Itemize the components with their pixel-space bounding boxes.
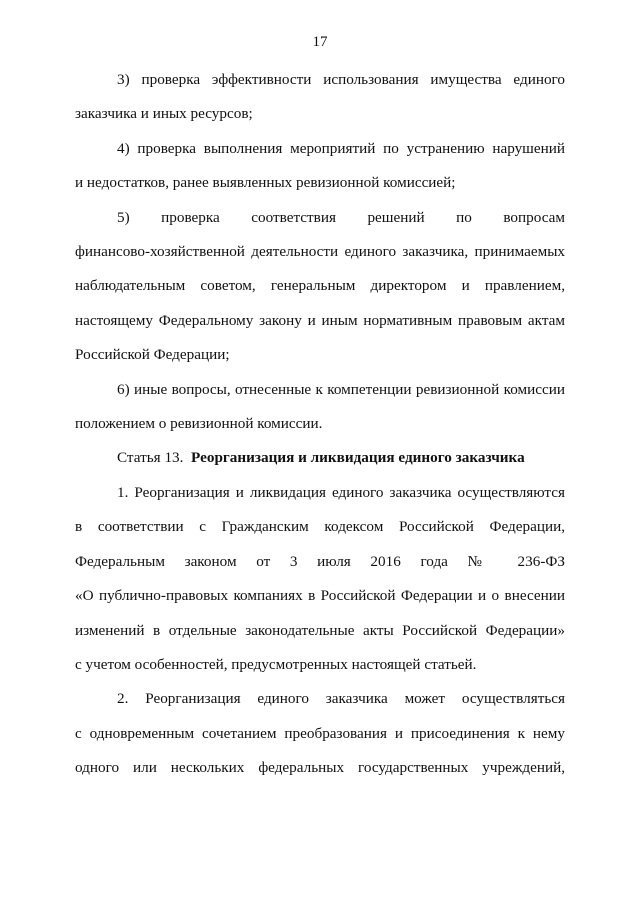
text-line: 2. Реорганизация единого заказчика может осуществляться — [117, 690, 565, 708]
text-line: 1. Реорганизация и ликвидация единого заказчика осуществляются — [117, 484, 565, 501]
text-line: положением о ревизионной комиссии. — [75, 414, 323, 432]
text-line: Российской Федерации; — [75, 346, 230, 364]
text-line: настоящему Федеральному закону и иным нормативным правовым актам — [75, 311, 565, 329]
article-title: Реорганизация и ликвидация единого заказчика — [191, 449, 525, 467]
article-heading — [75, 441, 565, 475]
text-line: 5) проверка соответствия решений по вопросам — [117, 208, 565, 226]
text-line: наблюдательным советом, генеральным директором и правлением, — [75, 277, 565, 295]
article-label: Статья 13. — [117, 449, 184, 467]
text-line: с одновременным сочетанием преобразования и присоединения к нему — [75, 724, 565, 742]
text-line: 3) проверка эффективности использования имущества единого — [117, 71, 565, 88]
text-line: в соответствии с Гражданским кодексом Российской Федерации, — [75, 518, 565, 536]
text-line: 4) проверка выполнения мероприятий по устранению нарушений — [117, 139, 565, 157]
text-line: изменений в отдельные законодательные акты Российской Федерации» — [75, 621, 565, 639]
page-number: 17 — [312, 34, 328, 50]
text-line: с учетом особенностей, предусмотренных настоящей статьей. — [75, 655, 477, 673]
text-line: одного или нескольких федеральных государственных учреждений, — [75, 759, 565, 777]
text-block-1 — [75, 63, 565, 476]
text-line: заказчика и иных ресурсов; — [75, 105, 253, 123]
text-line: Федеральным законом от 3 июля 2016 года № 236-ФЗ — [75, 552, 565, 570]
text-line: финансово-хозяйственной деятельности единого заказчика, принимаемых — [75, 242, 565, 260]
text-line: и недостатков, ранее выявленных ревизионной комиссией; — [75, 174, 456, 192]
text-block-2 — [75, 476, 565, 786]
text-line: «О публично-правовых компаниях в Российской Федерации и о внесении — [75, 587, 565, 605]
text-line: 6) иные вопросы, отнесенные к компетенции ревизионной комиссии — [117, 380, 565, 398]
